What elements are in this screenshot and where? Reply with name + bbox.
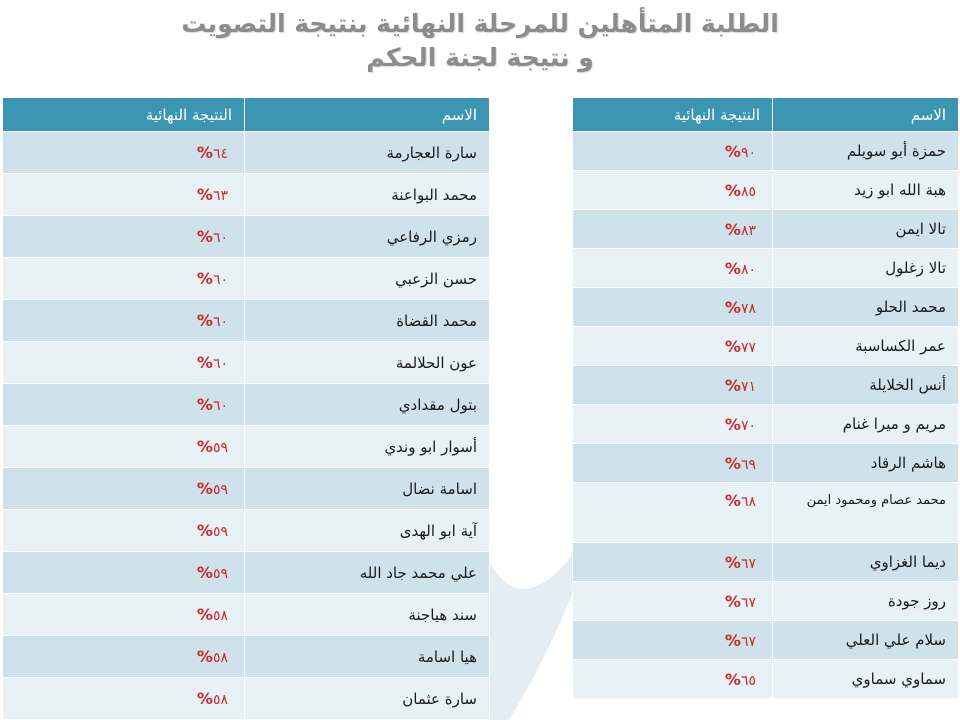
final-result	[573, 327, 773, 366]
table-row	[3, 678, 490, 720]
final-result	[3, 384, 245, 426]
student-name: تالا ايمن	[773, 210, 959, 249]
student-name: حسن الزعبي	[245, 258, 490, 300]
percent-sign: %	[724, 336, 741, 356]
score-value: ٦٤	[212, 146, 228, 162]
final-result	[3, 510, 245, 552]
final-result	[573, 210, 773, 249]
final-result	[3, 300, 245, 342]
percent-sign: %	[196, 269, 213, 288]
table-row	[3, 216, 490, 258]
student-name: محمد الحلو	[773, 288, 959, 327]
final-result	[3, 594, 245, 636]
table-row	[3, 384, 490, 426]
final-result	[3, 132, 245, 174]
percent-sign: %	[196, 689, 213, 708]
table-row	[573, 483, 959, 543]
table-row	[3, 468, 490, 510]
student-name: سارة العجارمة	[245, 132, 490, 174]
percent-sign: %	[196, 437, 213, 456]
table-row	[3, 594, 490, 636]
score-value: ٥٩	[212, 524, 228, 540]
score-value: ٦٧	[740, 555, 756, 572]
percent-sign: %	[196, 143, 213, 162]
student-name: عون الحلالمة	[245, 342, 490, 384]
table-row	[573, 366, 959, 405]
score-value: ٦٧	[740, 633, 756, 650]
student-name: محمد القضاة	[245, 300, 490, 342]
score-value: ٩٠	[740, 144, 756, 161]
student-name: هاشم الرقاد	[773, 444, 959, 483]
percent-sign: %	[196, 521, 213, 540]
title-line-2: و نتيجة لجنة الحكم	[366, 43, 594, 72]
column-header-final-result: النتيجة النهائية	[573, 98, 773, 132]
final-result	[573, 543, 773, 582]
final-result	[3, 678, 245, 720]
score-value: ٨٥	[740, 183, 756, 200]
student-name: مريم و ميرا غنام	[773, 405, 959, 444]
student-name: عمر الكساسبة	[773, 327, 959, 366]
column-header-name: الاسم	[245, 98, 490, 132]
percent-sign: %	[724, 630, 741, 650]
student-name: سارة عثمان	[245, 678, 490, 720]
final-result	[3, 468, 245, 510]
table-row	[573, 288, 959, 327]
table-row	[573, 249, 959, 288]
score-value: ٦٣	[212, 188, 228, 204]
table-row	[573, 171, 959, 210]
table-row	[573, 327, 959, 366]
results-table-lower-ranked	[2, 97, 490, 720]
column-header-final-result: النتيجة النهائية	[3, 98, 245, 132]
table-row	[573, 621, 959, 660]
score-value: ٥٨	[212, 650, 228, 666]
final-result	[573, 582, 773, 621]
score-value: ٦٩	[740, 456, 756, 473]
percent-sign: %	[196, 479, 213, 498]
table-header-row	[3, 98, 490, 132]
final-result	[3, 342, 245, 384]
final-result	[573, 132, 773, 171]
percent-sign: %	[724, 491, 741, 510]
table-row	[573, 444, 959, 483]
table-row	[3, 426, 490, 468]
percent-sign: %	[724, 669, 741, 689]
final-result	[573, 621, 773, 660]
final-result	[3, 552, 245, 594]
table-header-row	[573, 98, 959, 132]
percent-sign: %	[724, 219, 741, 239]
final-result	[3, 174, 245, 216]
final-result	[573, 405, 773, 444]
score-value: ٦٠	[212, 398, 228, 414]
table-row	[3, 342, 490, 384]
table-row	[3, 258, 490, 300]
percent-sign: %	[196, 311, 213, 330]
table-row	[3, 300, 490, 342]
table-row	[3, 636, 490, 678]
percent-sign: %	[196, 647, 213, 666]
score-value: ٥٩	[212, 440, 228, 456]
percent-sign: %	[724, 180, 741, 200]
student-name: سند هياجنة	[245, 594, 490, 636]
score-value: ٦٧	[740, 594, 756, 611]
score-value: ٥٨	[212, 692, 228, 708]
percent-sign: %	[724, 414, 741, 434]
student-name: حمزة أبو سويلم	[773, 132, 959, 171]
table-row	[573, 582, 959, 621]
score-value: ٥٩	[212, 566, 228, 582]
score-value: ٥٩	[212, 482, 228, 498]
score-value: ٦٠	[212, 314, 228, 330]
score-value: ٨٠	[740, 261, 756, 278]
percent-sign: %	[724, 141, 741, 161]
percent-sign: %	[196, 227, 213, 246]
student-name: أسوار ابو وندي	[245, 426, 490, 468]
score-value: ٧١	[740, 378, 756, 395]
score-value: ٨٣	[740, 222, 756, 239]
table-row	[573, 543, 959, 582]
percent-sign: %	[196, 395, 213, 414]
percent-sign: %	[196, 185, 213, 204]
percent-sign: %	[724, 453, 741, 473]
final-result	[3, 426, 245, 468]
percent-sign: %	[724, 591, 741, 611]
column-header-name: الاسم	[773, 98, 959, 132]
final-result	[573, 444, 773, 483]
final-result	[3, 636, 245, 678]
table-row	[573, 132, 959, 171]
slide-title	[0, 0, 960, 92]
percent-sign: %	[724, 375, 741, 395]
score-value: ٥٨	[212, 608, 228, 624]
score-value: ٦٨	[740, 494, 756, 510]
results-table-top-ranked	[572, 97, 959, 699]
percent-sign: %	[724, 552, 741, 572]
final-result	[573, 366, 773, 405]
final-result	[3, 216, 245, 258]
percent-sign: %	[196, 563, 213, 582]
table-row	[573, 405, 959, 444]
final-result	[573, 171, 773, 210]
student-name: اسامة نضال	[245, 468, 490, 510]
score-value: ٧٠	[740, 417, 756, 434]
student-name: روز جودة	[773, 582, 959, 621]
student-name: رمزي الرفاعي	[245, 216, 490, 258]
percent-sign: %	[724, 297, 741, 317]
student-name: علي محمد جاد الله	[245, 552, 490, 594]
percent-sign: %	[196, 605, 213, 624]
student-name: هيا اسامة	[245, 636, 490, 678]
score-value: ٦٠	[212, 230, 228, 246]
student-name: ديما الغزاوي	[773, 543, 959, 582]
title-line-1: الطلبة المتأهلين للمرحلة النهائية بنتيجة التصويت	[181, 9, 779, 38]
score-value: ٦٥	[740, 672, 756, 689]
final-result	[573, 249, 773, 288]
student-name: تالا زغلول	[773, 249, 959, 288]
score-value: ٧٧	[740, 339, 756, 356]
table-row	[3, 510, 490, 552]
table-row	[573, 660, 959, 699]
table-row	[3, 132, 490, 174]
score-value: ٦٠	[212, 272, 228, 288]
final-result	[573, 660, 773, 699]
student-name: آية ابو الهدى	[245, 510, 490, 552]
final-result	[3, 258, 245, 300]
score-value: ٧٨	[740, 300, 756, 317]
table-row	[3, 552, 490, 594]
student-name: سلام علي العلي	[773, 621, 959, 660]
student-name: سماوي سماوي	[773, 660, 959, 699]
final-result	[573, 288, 773, 327]
final-result	[573, 483, 773, 543]
percent-sign: %	[724, 258, 741, 278]
student-name: هبة الله ابو زيد	[773, 171, 959, 210]
student-name: محمد البواعنة	[245, 174, 490, 216]
student-name: محمد عصام ومحمود ايمن	[773, 483, 959, 543]
table-row	[573, 210, 959, 249]
student-name: أنس الخلايلة	[773, 366, 959, 405]
student-name: بتول مقدادي	[245, 384, 490, 426]
percent-sign: %	[196, 353, 213, 372]
score-value: ٦٠	[212, 356, 228, 372]
table-row	[3, 174, 490, 216]
